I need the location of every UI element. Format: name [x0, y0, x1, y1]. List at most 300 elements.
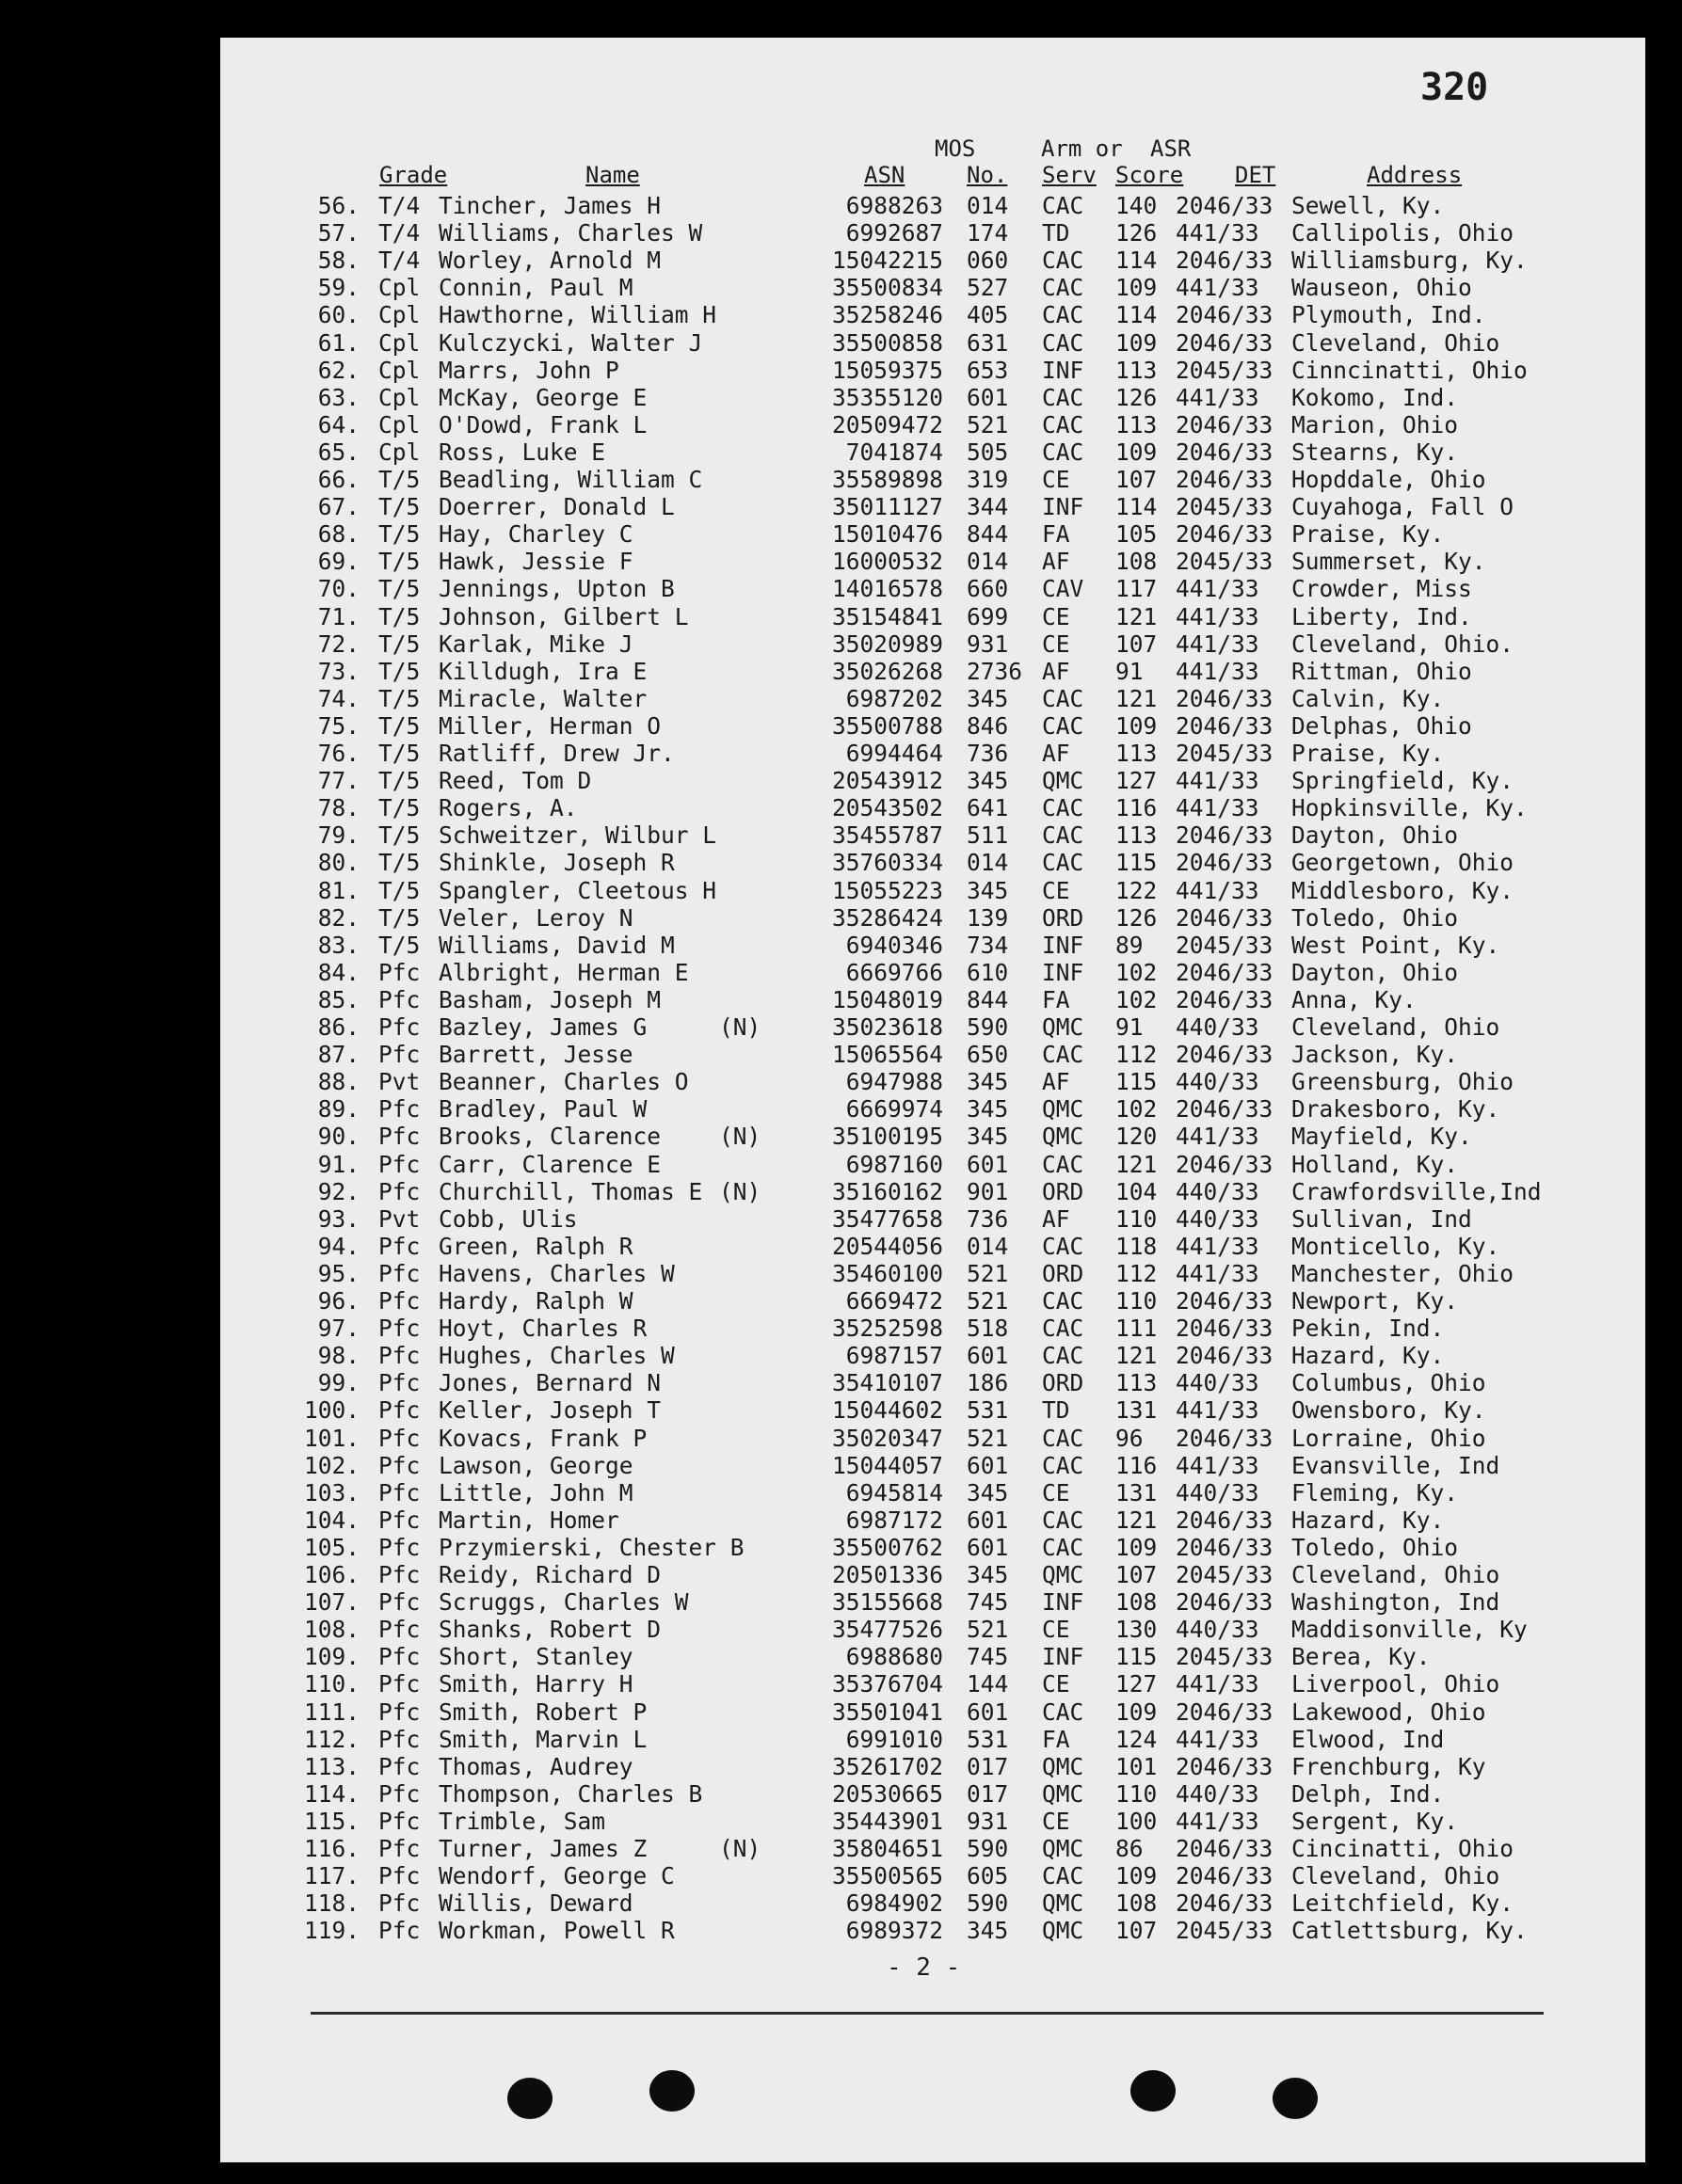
row-number: 107.	[303, 1588, 360, 1617]
row-name: Williams, David M	[439, 931, 675, 959]
row-address: Liverpool, Ohio	[1291, 1670, 1500, 1698]
row-grade: Cpl	[378, 328, 421, 357]
row-asr: 109	[1115, 274, 1158, 302]
row-arm: QMC	[1042, 767, 1084, 795]
row-number: 97.	[317, 1315, 360, 1343]
row-grade: Pfc	[378, 985, 421, 1013]
row-mos: 601	[967, 1342, 1009, 1370]
row-arm: QMC	[1042, 1835, 1084, 1862]
row-asr: 109	[1115, 438, 1158, 466]
row-arm: INF	[1042, 493, 1084, 521]
row-arm: CAC	[1042, 1150, 1084, 1178]
row-asr: 131	[1115, 1396, 1158, 1425]
row-det: 2046/33	[1176, 1698, 1274, 1726]
row-arm: CAC	[1042, 192, 1084, 219]
row-grade: Pfc	[378, 1889, 421, 1918]
row-det: 2046/33	[1176, 1095, 1274, 1124]
row-asn: 14016578	[831, 575, 943, 603]
row-det: 441/33	[1176, 657, 1259, 685]
row-asr: 130	[1115, 1616, 1158, 1644]
row-mos: 605	[967, 1862, 1009, 1890]
row-asr: 126	[1115, 219, 1158, 247]
row-number: 106.	[303, 1561, 360, 1588]
row-grade: T/4	[378, 219, 421, 247]
row-asn: 6669974	[845, 1095, 943, 1124]
table-row	[220, 1780, 1645, 1808]
row-name: Worley, Arnold M	[439, 247, 662, 275]
row-arm: CAC	[1042, 1041, 1084, 1069]
row-asn: 6987157	[845, 1342, 943, 1370]
row-arm: CAC	[1042, 711, 1084, 740]
row-name: McKay, George E	[439, 383, 648, 411]
row-arm: CAC	[1042, 1862, 1084, 1890]
row-arm: CE	[1042, 876, 1070, 904]
table-row	[220, 740, 1645, 767]
row-grade: Cpl	[378, 438, 421, 466]
row-name: Beadling, William C	[439, 466, 703, 493]
row-arm: CAC	[1042, 1424, 1084, 1452]
row-number: 91.	[317, 1150, 360, 1178]
row-mos: 931	[967, 1807, 1009, 1835]
row-mos: 405	[967, 301, 1009, 329]
row-asn: 6987202	[845, 684, 943, 712]
row-det: 2046/33	[1176, 711, 1274, 740]
row-grade: Pfc	[378, 1287, 421, 1315]
row-asr: 109	[1115, 1533, 1158, 1561]
row-asr: 126	[1115, 383, 1158, 411]
table-row	[220, 1835, 1645, 1862]
row-name: Johnson, Gilbert L	[439, 602, 689, 630]
row-asn: 35477658	[831, 1204, 943, 1233]
row-address: Georgetown, Ohio	[1291, 849, 1514, 877]
table-row	[220, 712, 1645, 740]
table-row	[220, 603, 1645, 630]
row-mos: 345	[967, 876, 1009, 904]
row-asr: 121	[1115, 684, 1158, 712]
row-address: Monticello, Ky.	[1291, 1232, 1500, 1260]
row-asn: 15044057	[831, 1451, 943, 1479]
row-grade: Pfc	[378, 1779, 421, 1808]
row-mos: 345	[967, 1917, 1009, 1945]
row-arm: QMC	[1042, 1095, 1084, 1124]
row-grade: Pfc	[378, 1396, 421, 1425]
row-mos: 345	[967, 1561, 1009, 1588]
row-name: Hardy, Ralph W	[439, 1287, 633, 1315]
table-row	[220, 849, 1645, 876]
row-grade: T/5	[378, 575, 421, 603]
row-name: Rogers, A.	[439, 794, 578, 822]
row-number: 77.	[317, 767, 360, 795]
row-address: Toledo, Ohio	[1291, 903, 1459, 932]
table-row	[220, 932, 1645, 959]
row-asn: 35443901	[831, 1807, 943, 1835]
row-name: Cobb, Ulis	[439, 1204, 578, 1233]
row-number: 110.	[303, 1670, 360, 1698]
row-grade: Pfc	[378, 1232, 421, 1260]
row-address: Dayton, Ohio	[1291, 958, 1459, 986]
row-asn: 6945814	[845, 1478, 943, 1506]
table-row	[220, 1534, 1645, 1561]
row-name: Smith, Robert P	[439, 1698, 648, 1726]
row-asr: 107	[1115, 1561, 1158, 1588]
row-mos: 174	[967, 219, 1009, 247]
row-grade: Pvt	[378, 1204, 421, 1233]
row-det: 2046/33	[1176, 466, 1274, 493]
row-name: Hoyt, Charles R	[439, 1315, 648, 1343]
row-address: Liberty, Ind.	[1291, 602, 1472, 630]
row-mos: 060	[967, 247, 1009, 275]
row-name: Reed, Tom D	[439, 767, 592, 795]
table-row	[220, 1643, 1645, 1670]
row-asr: 124	[1115, 1725, 1158, 1753]
row-arm: AF	[1042, 740, 1070, 767]
row-arm: INF	[1042, 931, 1084, 959]
row-asr: 127	[1115, 767, 1158, 795]
row-number: 78.	[317, 794, 360, 822]
row-mos: 601	[967, 1506, 1009, 1534]
row-address: West Point, Ky.	[1291, 931, 1500, 959]
row-arm: CAC	[1042, 1315, 1084, 1343]
row-arm: CAC	[1042, 1698, 1084, 1726]
row-arm: AF	[1042, 1204, 1070, 1233]
row-grade: Pfc	[378, 1369, 421, 1397]
row-grade: T/5	[378, 821, 421, 850]
row-number: 81.	[317, 876, 360, 904]
table-row	[220, 1123, 1645, 1150]
row-grade: T/4	[378, 192, 421, 219]
row-asr: 113	[1115, 1369, 1158, 1397]
table-row	[220, 1698, 1645, 1726]
row-asr: 108	[1115, 1889, 1158, 1918]
row-asn: 6984902	[845, 1889, 943, 1918]
row-arm: QMC	[1042, 1123, 1084, 1151]
row-asn: 35760334	[831, 849, 943, 877]
row-arm: ORD	[1042, 1259, 1084, 1287]
row-name: Smith, Marvin L	[439, 1725, 648, 1753]
row-number: 99.	[317, 1369, 360, 1397]
row-det: 441/33	[1176, 767, 1259, 795]
row-name: Beanner, Charles O	[439, 1068, 689, 1096]
row-asn: 35020989	[831, 630, 943, 658]
row-name: Miracle, Walter	[439, 684, 648, 712]
row-number: 89.	[317, 1095, 360, 1124]
header-address: Address	[1367, 162, 1463, 188]
row-grade: Pfc	[378, 1862, 421, 1890]
table-row	[220, 1479, 1645, 1506]
row-arm: INF	[1042, 1643, 1084, 1671]
row-asn: 6947988	[845, 1068, 943, 1096]
row-grade: T/5	[378, 794, 421, 822]
row-asr: 122	[1115, 876, 1158, 904]
row-arm: CE	[1042, 1807, 1070, 1835]
row-det: 2046/33	[1176, 958, 1274, 986]
row-asn: 35258246	[831, 301, 943, 329]
row-number: 72.	[317, 630, 360, 658]
row-mos: 139	[967, 903, 1009, 932]
row-asn: 6940346	[845, 931, 943, 959]
row-number: 86.	[317, 1013, 360, 1041]
row-address: Praise, Ky.	[1291, 520, 1445, 549]
row-asn: 35020347	[831, 1424, 943, 1452]
row-asn: 6988263	[845, 192, 943, 219]
row-asr: 101	[1115, 1752, 1158, 1780]
row-asn: 35100195	[831, 1123, 943, 1151]
row-grade: Pvt	[378, 1068, 421, 1096]
row-address: Mayfield, Ky.	[1291, 1123, 1472, 1151]
row-asn: 35023618	[831, 1013, 943, 1041]
row-mos: 531	[967, 1396, 1009, 1425]
row-asn: 35154841	[831, 602, 943, 630]
row-address: Sergent, Ky.	[1291, 1807, 1459, 1835]
table-row	[220, 384, 1645, 411]
table-row	[220, 1233, 1645, 1260]
row-name: Brooks, Clarence	[439, 1123, 662, 1151]
row-mos: 931	[967, 630, 1009, 658]
row-asr: 127	[1115, 1670, 1158, 1698]
row-mos: 660	[967, 575, 1009, 603]
row-name: Jennings, Upton B	[439, 575, 675, 603]
row-det: 2046/33	[1176, 1287, 1274, 1315]
row-asr: 109	[1115, 1862, 1158, 1890]
row-address: Leitchfield, Ky.	[1291, 1889, 1514, 1918]
row-asn: 35155668	[831, 1588, 943, 1617]
row-address: Lorraine, Ohio	[1291, 1424, 1486, 1452]
table-row	[220, 1425, 1645, 1452]
row-name: Trimble, Sam	[439, 1807, 606, 1835]
row-asr: 121	[1115, 1342, 1158, 1370]
row-mark: (N)	[719, 1123, 761, 1151]
row-asr: 112	[1115, 1259, 1158, 1287]
row-asn: 6669472	[845, 1287, 943, 1315]
row-address: Summerset, Ky.	[1291, 548, 1486, 576]
table-row	[220, 247, 1645, 274]
row-mos: 601	[967, 1533, 1009, 1561]
row-det: 441/33	[1176, 575, 1259, 603]
row-mos: 736	[967, 1204, 1009, 1233]
row-arm: CAC	[1042, 274, 1084, 302]
row-number: 119.	[303, 1917, 360, 1945]
row-number: 117.	[303, 1862, 360, 1890]
row-asr: 116	[1115, 1451, 1158, 1479]
row-grade: T/5	[378, 466, 421, 493]
row-arm: AF	[1042, 548, 1070, 576]
row-det: 441/33	[1176, 1807, 1259, 1835]
row-grade: Pfc	[378, 1725, 421, 1753]
row-arm: QMC	[1042, 1917, 1084, 1945]
header-asr-bottom: Score	[1115, 162, 1184, 188]
row-det: 2046/33	[1176, 1588, 1274, 1617]
row-arm: QMC	[1042, 1561, 1084, 1588]
row-grade: Pfc	[378, 1259, 421, 1287]
row-det: 2046/33	[1176, 301, 1274, 329]
row-number: 64.	[317, 410, 360, 438]
row-arm: CAC	[1042, 383, 1084, 411]
row-grade: T/5	[378, 849, 421, 877]
row-arm: QMC	[1042, 1013, 1084, 1041]
table-row	[220, 1561, 1645, 1588]
row-mos: 017	[967, 1779, 1009, 1808]
row-arm: CAC	[1042, 1287, 1084, 1315]
table-row	[220, 548, 1645, 575]
row-asn: 15044602	[831, 1396, 943, 1425]
row-asr: 96	[1115, 1424, 1144, 1452]
row-number: 79.	[317, 821, 360, 850]
row-asr: 113	[1115, 356, 1158, 384]
row-det: 441/33	[1176, 1123, 1259, 1151]
row-arm: TD	[1042, 219, 1070, 247]
footer-page-label: - 2 -	[887, 1953, 961, 1982]
row-address: Cinncinatti, Ohio	[1291, 356, 1528, 384]
row-asr: 108	[1115, 548, 1158, 576]
row-mos: 511	[967, 821, 1009, 850]
row-address: Frenchburg, Ky	[1291, 1752, 1486, 1780]
row-name: Carr, Clarence E	[439, 1150, 662, 1178]
row-det: 440/33	[1176, 1013, 1259, 1041]
row-address: Middlesboro, Ky.	[1291, 876, 1514, 904]
row-address: Columbus, Ohio	[1291, 1369, 1486, 1397]
row-det: 441/33	[1176, 1725, 1259, 1753]
row-mos: 345	[967, 1095, 1009, 1124]
row-det: 441/33	[1176, 794, 1259, 822]
row-grade: Pfc	[378, 1342, 421, 1370]
row-name: Williams, Charles W	[439, 219, 703, 247]
table-row	[220, 1095, 1645, 1123]
row-name: Tincher, James H	[439, 192, 662, 219]
row-asr: 115	[1115, 1643, 1158, 1671]
row-number: 83.	[317, 931, 360, 959]
row-mos: 844	[967, 985, 1009, 1013]
row-number: 68.	[317, 520, 360, 549]
table-row	[220, 959, 1645, 986]
row-name: Little, John M	[439, 1478, 633, 1506]
row-number: 60.	[317, 301, 360, 329]
row-number: 56.	[317, 192, 360, 219]
row-asr: 121	[1115, 1150, 1158, 1178]
row-mos: 590	[967, 1889, 1009, 1918]
row-arm: CAC	[1042, 849, 1084, 877]
row-mos: 844	[967, 520, 1009, 549]
row-address: Praise, Ky.	[1291, 740, 1445, 767]
row-det: 441/33	[1176, 1259, 1259, 1287]
row-asn: 35410107	[831, 1369, 943, 1397]
row-arm: INF	[1042, 1588, 1084, 1617]
row-name: Workman, Powell R	[439, 1917, 675, 1945]
row-name: Miller, Herman O	[439, 711, 662, 740]
row-det: 2046/33	[1176, 1424, 1274, 1452]
row-asn: 7041874	[845, 438, 943, 466]
row-mark: (N)	[719, 1013, 761, 1041]
row-number: 118.	[303, 1889, 360, 1918]
row-name: Shanks, Robert D	[439, 1616, 662, 1644]
row-name: Ratliff, Drew Jr.	[439, 740, 675, 767]
table-row	[220, 438, 1645, 466]
row-name: Lawson, George	[439, 1451, 633, 1479]
row-name: Hawthorne, William H	[439, 301, 717, 329]
row-grade: T/5	[378, 493, 421, 521]
row-address: Cincinatti, Ohio	[1291, 1835, 1514, 1862]
row-number: 112.	[303, 1725, 360, 1753]
row-number: 57.	[317, 219, 360, 247]
row-asr: 121	[1115, 1506, 1158, 1534]
row-det: 441/33	[1176, 274, 1259, 302]
row-asn: 35252598	[831, 1315, 943, 1343]
row-det: 2046/33	[1176, 328, 1274, 357]
row-number: 82.	[317, 903, 360, 932]
row-grade: Cpl	[378, 410, 421, 438]
row-asn: 35376704	[831, 1670, 943, 1698]
row-asn: 35355120	[831, 383, 943, 411]
row-det: 2046/33	[1176, 1041, 1274, 1069]
row-det: 440/33	[1176, 1616, 1259, 1644]
row-det: 2046/33	[1176, 985, 1274, 1013]
row-mos: 601	[967, 1150, 1009, 1178]
row-asn: 6994464	[845, 740, 943, 767]
row-grade: Pfc	[378, 1478, 421, 1506]
row-mos: 734	[967, 931, 1009, 959]
row-address: Rittman, Ohio	[1291, 657, 1472, 685]
row-name: Kovacs, Frank P	[439, 1424, 648, 1452]
row-mos: 014	[967, 849, 1009, 877]
row-arm: ORD	[1042, 1177, 1084, 1205]
row-arm: CAC	[1042, 410, 1084, 438]
row-asn: 35500858	[831, 328, 943, 357]
row-asr: 110	[1115, 1779, 1158, 1808]
row-grade: Pfc	[378, 1917, 421, 1945]
table-row	[220, 1862, 1645, 1889]
row-mos: 653	[967, 356, 1009, 384]
row-det: 2046/33	[1176, 821, 1274, 850]
table-row	[220, 1506, 1645, 1534]
row-name: Hawk, Jessie F	[439, 548, 633, 576]
row-det: 441/33	[1176, 1232, 1259, 1260]
table-row	[220, 1068, 1645, 1095]
row-number: 66.	[317, 466, 360, 493]
row-det: 441/33	[1176, 630, 1259, 658]
row-mos: 901	[967, 1177, 1009, 1205]
row-asr: 111	[1115, 1315, 1158, 1343]
row-arm: CAC	[1042, 1506, 1084, 1534]
row-arm: CE	[1042, 602, 1070, 630]
row-name: Martin, Homer	[439, 1506, 619, 1534]
row-mos: 736	[967, 740, 1009, 767]
row-asn: 15055223	[831, 876, 943, 904]
row-det: 2046/33	[1176, 1889, 1274, 1918]
row-arm: AF	[1042, 657, 1070, 685]
row-det: 441/33	[1176, 1396, 1259, 1425]
row-name: Reidy, Richard D	[439, 1561, 662, 1588]
table-row	[220, 1452, 1645, 1479]
row-address: Fleming, Ky.	[1291, 1478, 1459, 1506]
row-number: 116.	[303, 1835, 360, 1862]
row-arm: CE	[1042, 1670, 1070, 1698]
table-row	[220, 411, 1645, 438]
row-grade: Pfc	[378, 1835, 421, 1862]
row-number: 84.	[317, 958, 360, 986]
row-address: Callipolis, Ohio	[1291, 219, 1514, 247]
row-number: 108.	[303, 1616, 360, 1644]
row-mos: 521	[967, 1424, 1009, 1452]
table-row	[220, 1670, 1645, 1698]
header-det: DET	[1235, 162, 1276, 188]
row-mos: 745	[967, 1588, 1009, 1617]
row-address: Delph, Ind.	[1291, 1779, 1445, 1808]
row-det: 441/33	[1176, 1451, 1259, 1479]
row-address: Stearns, Ky.	[1291, 438, 1459, 466]
row-name: Willis, Deward	[439, 1889, 633, 1918]
row-address: Manchester, Ohio	[1291, 1259, 1514, 1287]
row-asn: 15010476	[831, 520, 943, 549]
row-det: 2046/33	[1176, 903, 1274, 932]
